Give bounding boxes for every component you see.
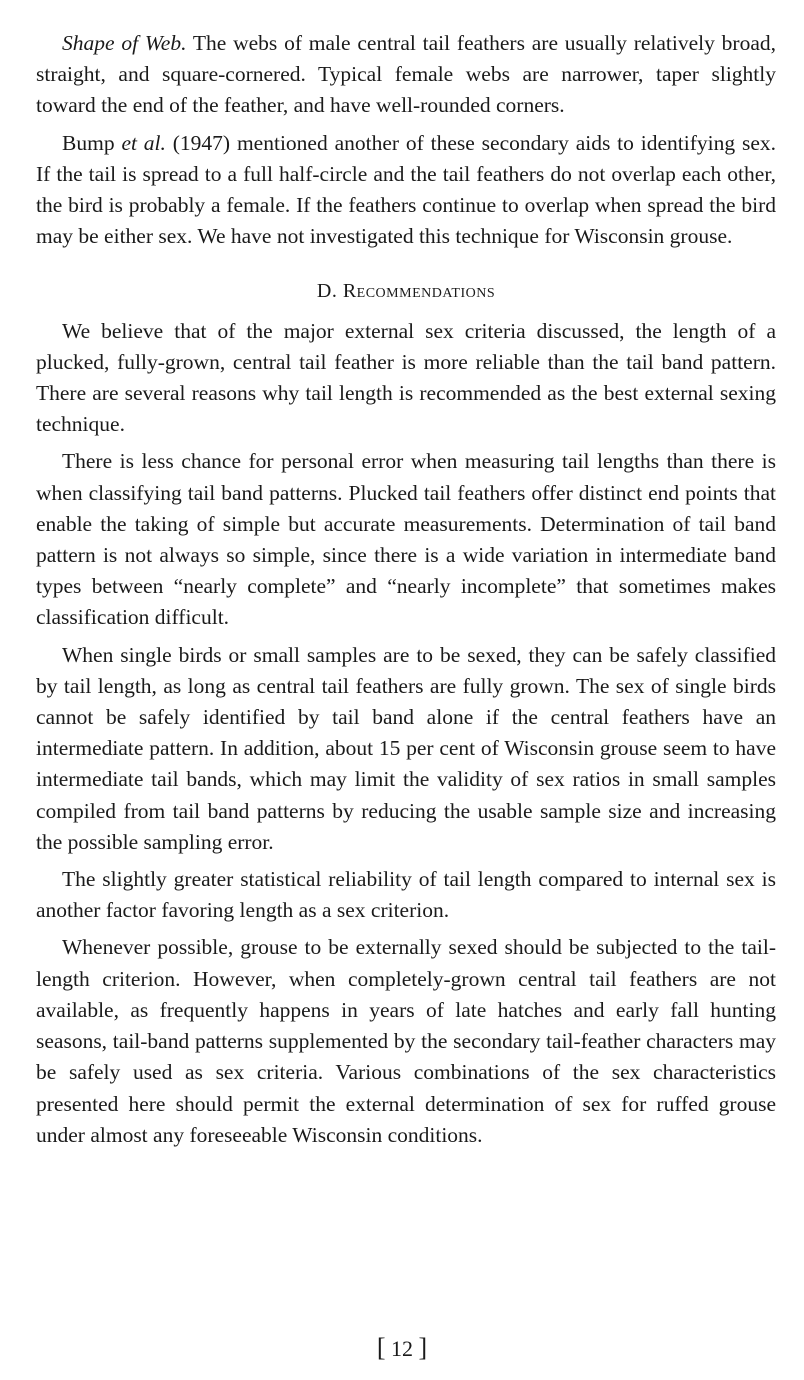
page-body [36,28,776,1157]
paragraph-text: (1947) mentioned another of these secondary aids to identifying sex. If the tail is spread to a full half-circle and the tail feathers do not overlap each other, the bird is probably a female. If the feathers continue to overlap when spread the bird may be either sex. We have not investigated this technique for Wisconsin grouse. [36,130,776,249]
page-number [0,1333,804,1363]
paragraph-lead-in: Shape of Web. [62,31,187,55]
citation-etal: et al. [121,130,166,155]
folio-number: 12 [391,1336,413,1361]
paragraph-statistical-reliability: The slightly greater statistical reliability of tail length compared to internal sex is another factor favoring length as a sex criterion. [36,867,776,923]
paragraph-personal-error: There is less chance for personal error when measuring tail lengths than there is when classifying tail band patterns. Plucked tail feathers offer distinct end points that enable the taking of simple but accurate measurements. Determination of tail band pattern is not always so simple, since there is a wide variation in intermediate band types between “nearly complete” and “nearly incomplete” that sometimes makes classification difficult. [36,449,776,630]
folio-close-bracket: ] [418,1333,428,1362]
folio-open-bracket: [ [376,1333,386,1362]
section-letter: D. [316,280,338,303]
paragraph-bump [36,128,776,253]
paragraph-text: The webs of male central tail feathers are usually relatively broad, straight, and square-cornered. Typical female webs are narrower, taper slightly toward the end of the feather, and have well-rounded corners. [36,31,776,118]
paragraph-small-samples: When single birds or small samples are to be sexed, they can be safely classified by tail length, as long as central tail feathers are fully grown. The sex of single birds cannot be safely identified by tail band alone if the central feathers have an intermediate pattern. In addition, about 15 per cent of Wisconsin grouse seem to have intermediate tail bands, which may limit the validity of sex ratios in small samples compiled from tail band patterns by reducing the usable sample size and increasing the possible sampling error. [36,642,776,854]
paragraph-recommendation-intro: We believe that of the major external sex criteria discussed, the length of a plucked, fully-grown, central tail feather is more reliable than the tail band pattern. There are several reasons why tail length is recommended as the best external sexing technique. [36,318,776,437]
citation-author: Bump [62,130,115,155]
section-heading [36,276,776,307]
paragraph-shape-of-web [36,28,776,122]
section-title: Recommendations [342,280,496,303]
paragraph-conclusion: Whenever possible, grouse to be externally sexed should be subjected to the tail-length criterion. However, when completely-grown central tail feathers are not available, as frequently happens in years of late hatches and early fall hunting seasons, tail-band patterns supplemented by the secondary tail-feather characters may be safely used as sex criteria. Various combinations of the sex characteristics presented here should permit the external determination of sex for ruffed grouse under almost any foreseeable Wisconsin conditions. [36,935,776,1147]
